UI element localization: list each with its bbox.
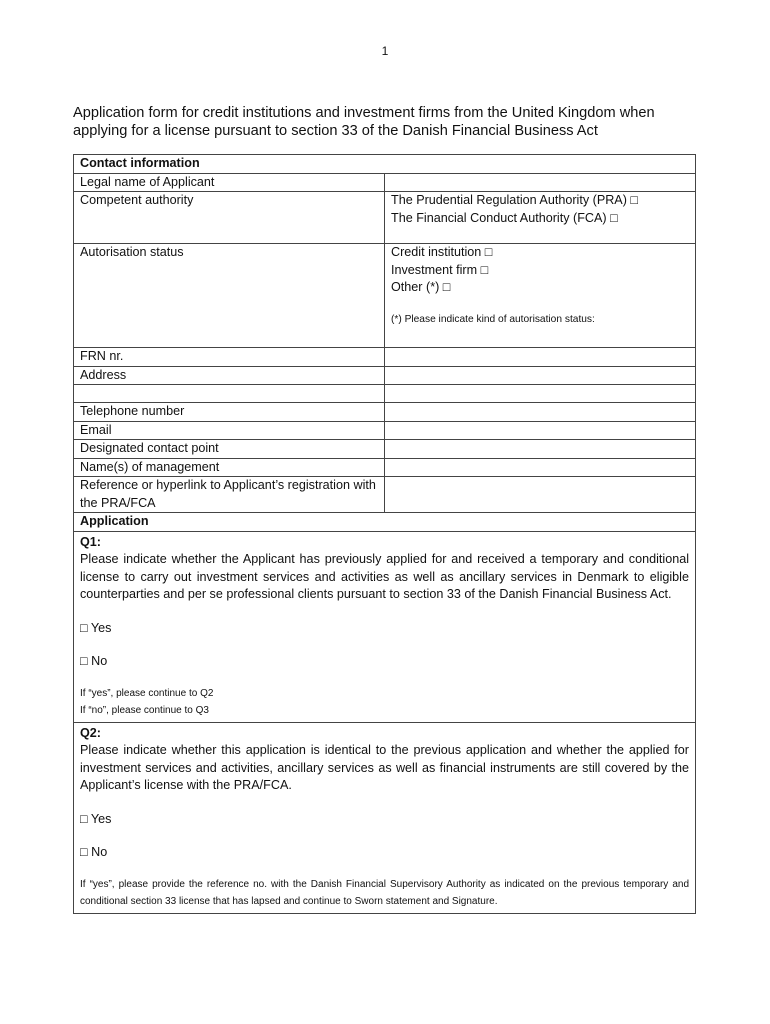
registration-reference-line-1: Reference or hyperlink to Applicant’s registration with: [80, 478, 376, 492]
question-2-yes-checkbox[interactable]: □ Yes: [80, 811, 112, 826]
question-2-text: Please indicate whether this application is identical to the previous application and whether the applied for investment services and activities, ancillary services as well as financial instruments are still covered by the Applicant’s license with the PRA/FCA.: [80, 743, 689, 792]
address-label: Address: [74, 366, 385, 385]
application-heading: Application: [74, 513, 696, 532]
address-continuation-field[interactable]: [385, 385, 696, 403]
status-note: (*) Please indicate kind of autorisation status:: [391, 313, 595, 325]
address-field[interactable]: [385, 366, 696, 385]
registration-reference-label: [74, 477, 385, 513]
legal-name-label: Legal name of Applicant: [74, 173, 385, 192]
page-number: 1: [381, 44, 389, 58]
management-label: Name(s) of management: [74, 458, 385, 477]
authorisation-status-field: [385, 244, 696, 348]
management-field[interactable]: [385, 458, 696, 477]
question-1-text: Please indicate whether the Applicant has previously applied for and received a temporary and conditional license to carry out investment services and activities as well as ancillary services in Denmark to eligible counterparties and per se professional clients pursuant to section 33 of the Danish Financial Business Act.: [80, 552, 689, 601]
application-form-table: [73, 154, 696, 914]
document-title-line-2: applying for a license pursuant to section 33 of the Danish Financial Business Act: [73, 123, 598, 139]
legal-name-field[interactable]: [385, 173, 696, 192]
email-field[interactable]: [385, 421, 696, 440]
status-option-credit-institution[interactable]: Credit institution □: [391, 245, 493, 259]
registration-reference-field[interactable]: [385, 477, 696, 513]
authorisation-status-label: Autorisation status: [74, 244, 385, 348]
question-1-no-checkbox[interactable]: □ No: [80, 654, 108, 668]
email-label: Email: [74, 421, 385, 440]
question-2-note: If “yes”, please provide the reference no. with the Danish Financial Supervisory Authority as indicated on the previous temporary and conditional section 33 license that has lapsed and continue to Sworn statement and Signature.: [80, 878, 689, 907]
question-1-note-no: If “no”, please continue to Q3: [80, 704, 209, 716]
telephone-field[interactable]: [385, 403, 696, 422]
registration-reference-line-2: the PRA/FCA: [80, 495, 156, 510]
authority-option-fca[interactable]: The Financial Conduct Authority (FCA) □: [391, 210, 618, 225]
frn-label: FRN nr.: [74, 348, 385, 367]
document-title-line-1: Application form for credit institutions and investment firms from the United Kingdom when: [73, 105, 655, 121]
telephone-label: Telephone number: [74, 403, 385, 422]
competent-authority-field: [385, 192, 696, 244]
contact-point-field[interactable]: [385, 440, 696, 459]
document-title: [73, 104, 713, 140]
competent-authority-label: Competent authority: [74, 192, 385, 244]
contact-point-label: Designated contact point: [74, 440, 385, 459]
question-1-section: [74, 531, 696, 722]
status-option-other[interactable]: Other (*) □: [391, 280, 451, 294]
frn-field[interactable]: [385, 348, 696, 367]
question-2-label: Q2:: [80, 725, 101, 740]
question-2-no-checkbox[interactable]: □ No: [80, 845, 108, 859]
contact-information-heading: Contact information: [74, 155, 696, 174]
question-1-label: Q1:: [80, 534, 101, 549]
question-1-note-yes: If “yes”, please continue to Q2: [80, 687, 214, 699]
authority-option-pra[interactable]: The Prudential Regulation Authority (PRA) □: [391, 193, 639, 207]
address-continuation-label: [74, 385, 385, 403]
question-2-section: [74, 722, 696, 913]
question-1-yes-checkbox[interactable]: □ Yes: [80, 620, 112, 635]
status-option-investment-firm[interactable]: Investment firm □: [391, 262, 489, 277]
